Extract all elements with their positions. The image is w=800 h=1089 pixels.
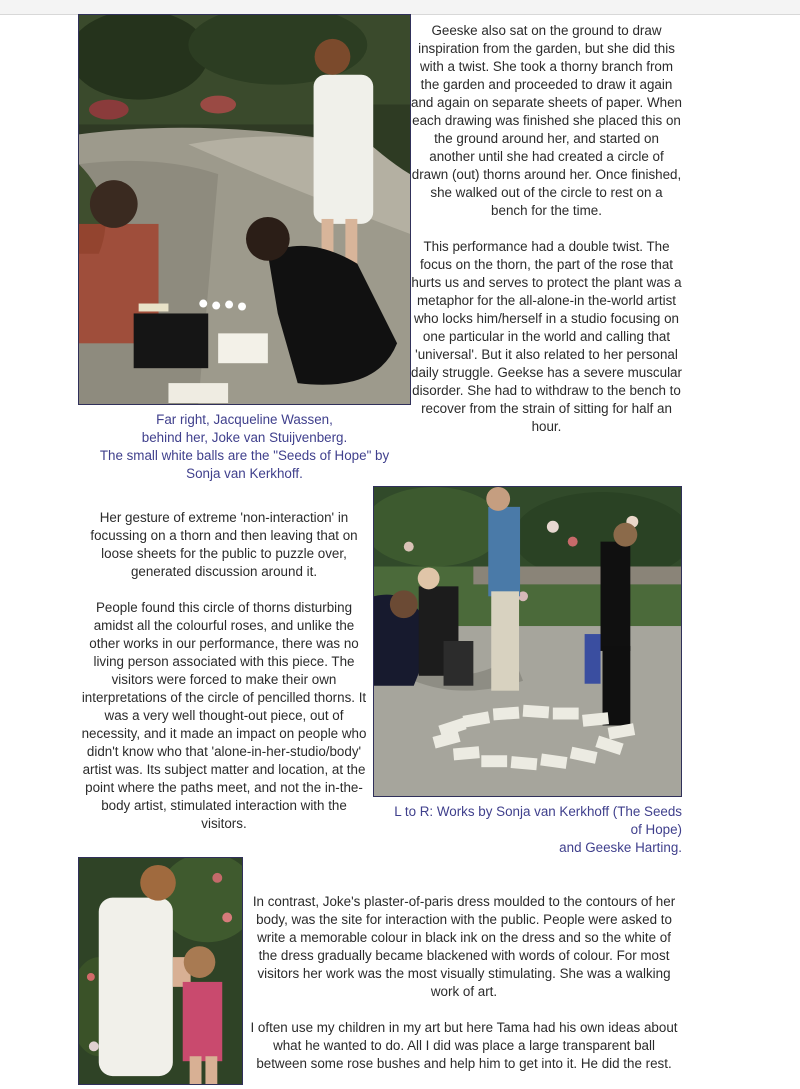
section2-text: [78, 509, 370, 833]
photo-circle-of-thorns-image: [374, 487, 681, 796]
section2-paragraph-2: People found this circle of thorns disturbing amidst all the colourful roses, and unlike the other works in our performance, there was no living person associated with this piece. The visitors were forced to make their own interpretations of the circle of pencilled thorns. It was a very well thought-out piece, out of necessity, and it made an impact on people who didn't know who that 'alone-in-her-studio/body' artist was. Its subject matter and location, at the point where the paths meet, and not the in-the-body artist, stimulated interaction with the visitors.: [81, 600, 367, 831]
photo-dress-interaction: [78, 857, 243, 1085]
caption-line: Far right, Jacqueline Wassen,: [156, 412, 333, 427]
caption-line: L to R: Works by Sonja van Kerkhoff (The Seeds: [394, 804, 682, 819]
section1-paragraph-1: Geeske also sat on the ground to draw inspiration from the garden, but she did this with a twist. She took a thorny branch from the garden and proceeded to draw it again and again on separate sheets of paper. When each drawing was finished she placed this on the ground around her, and started on another until she had created a circle of drawn (out) thorns around her. Once finished, she walked out of the circle to rest on a bench for the time.: [411, 23, 682, 218]
caption-line: of Hope): [630, 822, 682, 837]
caption-line: behind her, Joke van Stuijvenberg.: [141, 430, 348, 445]
section1-text: [411, 22, 682, 436]
photo-garden-drawing-image: [79, 15, 410, 404]
browser-top-strip: [0, 0, 800, 15]
section3-paragraph-1: In contrast, Joke's plaster-of-paris dress moulded to the contours of her body, was the site for interaction with the public. People were asked to write a memorable colour in black ink on the dress and so the white of the dress gradually became blackened with words of colour. For most visitors her work was the most visually stimulating. She was a walking work of art.: [252, 894, 676, 999]
photo-circle-of-thorns: [373, 486, 682, 797]
section2-paragraph-1: Her gesture of extreme 'non-interaction' in focussing on a thorn and then leaving that on loose sheets for the public to puzzle over, generated discussion around it.: [90, 510, 358, 579]
caption-line: and Geeske Harting.: [559, 840, 682, 855]
section3-paragraph-2: I often use my children in my art but here Tama had his own ideas about what he wanted to do. All I did was place a large transparent ball between some rose bushes and help him to get into it. He did the rest.: [250, 1020, 678, 1071]
photo-dress-interaction-image: [79, 858, 242, 1084]
section1-paragraph-2: This performance had a double twist. The focus on the thorn, the part of the rose that hurts us and serves to protect the plant was a metaphor for the all-alone-in the-world artist who locks him/herself in a studio focusing on one particular in the world and calling that 'universal'. But it also related to her personal daily struggle. Geekse has a severe muscular disorder. She had to withdraw to the bench to recover from the strain of sitting for half an hour.: [411, 239, 682, 434]
photo-garden-drawing-caption: [78, 411, 411, 483]
section3-text: [248, 893, 680, 1073]
caption-line: The small white balls are the "Seeds of Hope" by: [99, 448, 390, 463]
photo-circle-of-thorns-caption: [373, 803, 682, 857]
caption-line: Sonja van Kerkhoff.: [186, 466, 303, 481]
photo-garden-drawing: [78, 14, 411, 405]
